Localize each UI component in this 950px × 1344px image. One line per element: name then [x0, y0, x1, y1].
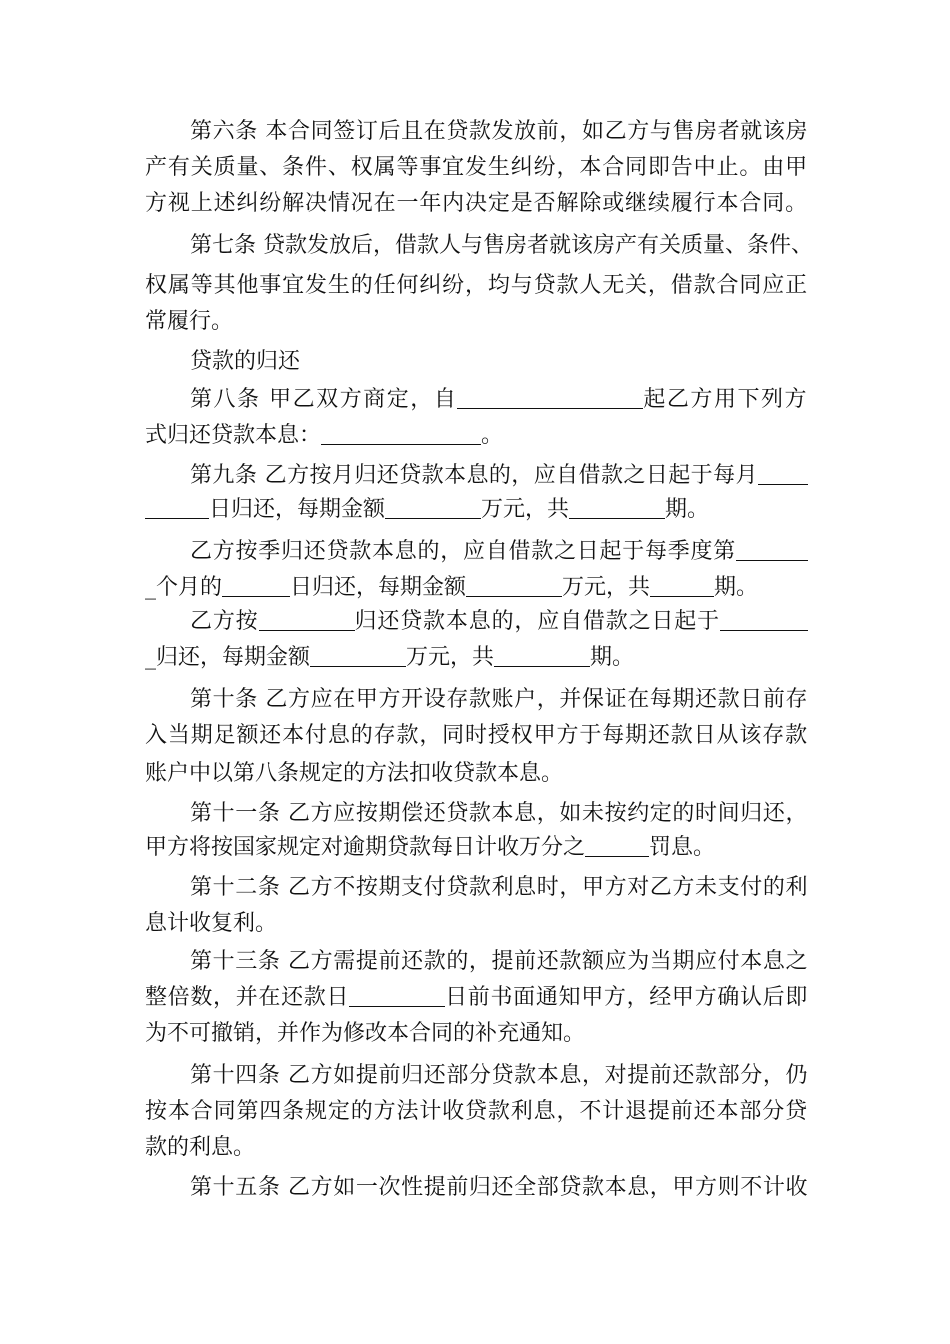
- text-line: [190, 870, 808, 906]
- text-line: [145, 1094, 808, 1130]
- fill-in-blank: [457, 382, 643, 409]
- text-line: [145, 418, 503, 454]
- line-text: 日归还，每期金额: [290, 575, 467, 600]
- fill-in-blank: [259, 604, 355, 631]
- line-text: 乙方按: [190, 609, 259, 634]
- text-line: [145, 1016, 585, 1052]
- line-text: 产有关质量、条件、权属等事宜发生纠纷，本合同即告中止。由甲: [145, 155, 808, 180]
- line-text: 日前书面通知甲方，经甲方确认后即: [445, 985, 809, 1010]
- text-line: [190, 604, 808, 640]
- line-text: 。: [481, 423, 504, 448]
- line-text: 账户中以第八条规定的方法扣收贷款本息。: [145, 761, 564, 786]
- fill-in-blank: [736, 534, 808, 561]
- line-text: 起乙方用下列方: [643, 387, 809, 412]
- line-text: 第六条 本合同签订后且在贷款发放前，如乙方与售房者就该房: [190, 119, 809, 144]
- line-text: 万元，共: [481, 497, 570, 522]
- line-text: 常履行。: [145, 309, 234, 334]
- line-text: 入当期足额还本付息的存款，同时授权甲方于每期还款日从该存款: [145, 723, 808, 748]
- line-text: 权属等其他事宜发生的任何纠纷，均与贷款人无关，借款合同应正: [145, 273, 808, 298]
- line-text: 式归还贷款本息：: [145, 423, 322, 448]
- text-line: [145, 980, 808, 1016]
- text-line: [190, 344, 300, 380]
- line-text: 第七条 贷款发放后，借款人与售房者就该房产有关质量、条件、: [190, 233, 813, 258]
- line-text: 方视上述纠纷解决情况在一年内决定是否解除或继续履行本合同。: [145, 191, 808, 216]
- line-text: 期。: [665, 497, 710, 522]
- line-text: 期。: [714, 575, 759, 600]
- fill-in-blank: [222, 570, 290, 597]
- fill-in-blank: [585, 830, 649, 857]
- line-text: 期。: [590, 645, 635, 670]
- line-text: 万元，共: [562, 575, 651, 600]
- fill-in-blank: [145, 492, 209, 519]
- text-line: [190, 382, 808, 418]
- text-line: [190, 1058, 808, 1094]
- line-text: _归还，每期金额: [145, 645, 311, 670]
- line-text: 第十三条 乙方需提前还款的，提前还款额应为当期应付本息之: [190, 949, 809, 974]
- text-line: [190, 944, 808, 980]
- text-line: [145, 492, 709, 528]
- text-line: [145, 304, 233, 340]
- fill-in-blank: [650, 570, 714, 597]
- fill-in-blank: [494, 640, 590, 667]
- line-text: 第十二条 乙方不按期支付贷款利息时，甲方对乙方未支付的利: [190, 875, 809, 900]
- text-line: [190, 796, 808, 832]
- text-line: [190, 114, 808, 150]
- line-text: 整倍数，并在还款日: [145, 985, 350, 1010]
- text-line: [145, 830, 715, 866]
- line-text: 按本合同第四条规定的方法计收贷款利息，不计退提前还本部分贷: [145, 1099, 808, 1124]
- fill-in-blank: [720, 604, 808, 631]
- text-line: [145, 570, 758, 606]
- line-text: 日归还，每期金额: [209, 497, 386, 522]
- line-text: 款的利息。: [145, 1135, 256, 1160]
- line-text: 息计收复利。: [145, 911, 278, 936]
- text-line: [145, 268, 808, 304]
- text-line: [190, 458, 808, 494]
- line-text: 第八条 甲乙双方商定，自: [190, 387, 458, 412]
- fill-in-blank: [385, 492, 481, 519]
- line-text: 归还贷款本息的，应自借款之日起于: [354, 609, 720, 634]
- line-text: _个月的: [145, 575, 223, 600]
- text-line: [145, 640, 634, 676]
- fill-in-blank: [349, 980, 445, 1007]
- text-line: [145, 756, 563, 792]
- line-text: 第十条 乙方应在甲方开设存款账户，并保证在每期还款日前存: [190, 687, 809, 712]
- line-text: 贷款的归还: [190, 349, 301, 374]
- line-text: 甲方将按国家规定对逾期贷款每日计收万分之: [145, 835, 586, 860]
- fill-in-blank: [758, 458, 808, 485]
- line-text: 为不可撤销，并作为修改本合同的补充通知。: [145, 1021, 586, 1046]
- fill-in-blank: [466, 570, 562, 597]
- text-line: [190, 1170, 808, 1206]
- text-line: [145, 150, 808, 186]
- line-text: 乙方按季归还贷款本息的，应自借款之日起于每季度第: [190, 539, 737, 564]
- line-text: 第十四条 乙方如提前归还部分贷款本息，对提前还款部分，仍: [190, 1063, 809, 1088]
- line-text: 第十五条 乙方如一次性提前归还全部贷款本息，甲方则不计收: [190, 1175, 809, 1200]
- text-line: [190, 682, 808, 718]
- fill-in-blank: [321, 418, 481, 445]
- text-line: [145, 186, 808, 222]
- text-line: [145, 718, 808, 754]
- line-text: 第十一条 乙方应按期偿还贷款本息，如未按约定的时间归还，: [190, 801, 809, 826]
- line-text: 万元，共: [406, 645, 495, 670]
- text-line: [145, 1130, 255, 1166]
- fill-in-blank: [569, 492, 665, 519]
- fill-in-blank: [310, 640, 406, 667]
- text-line: [190, 228, 813, 264]
- line-text: 第九条 乙方按月归还贷款本息的，应自借款之日起于每月: [190, 463, 758, 488]
- text-line: [190, 534, 808, 570]
- text-line: [145, 906, 277, 942]
- line-text: 罚息。: [649, 835, 716, 860]
